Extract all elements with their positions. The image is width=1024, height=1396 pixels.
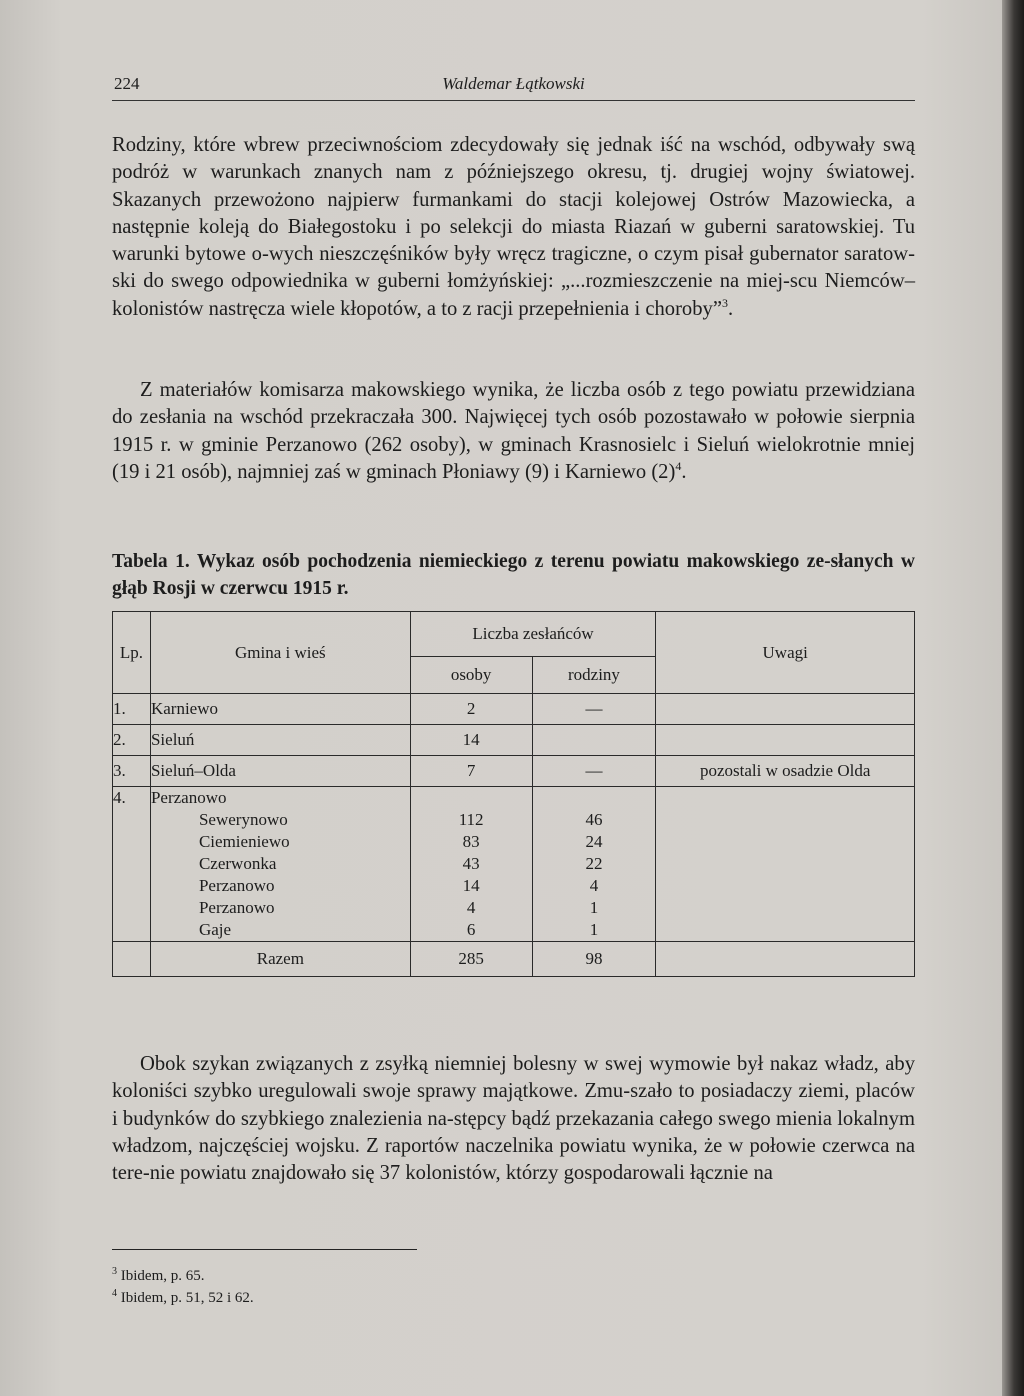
- table-caption: Tabela 1. Wykaz osób pochodzenia niemieckiego z terenu powiatu makowskiego ze-słanych w głąb Rosji w czerwcu 1915 r.: [112, 551, 915, 599]
- footnote-divider: [112, 1249, 417, 1250]
- page-number: 224: [114, 74, 140, 93]
- total-label: Razem: [150, 942, 410, 977]
- running-head-author: Waldemar Łątkowski: [442, 74, 585, 93]
- village-name: Ciemieniewo: [198, 832, 290, 851]
- cell-gmina: [150, 787, 410, 942]
- village-rodziny: 1: [589, 898, 599, 917]
- group-lp: 4.: [113, 788, 126, 807]
- cell-lp: 3.: [113, 756, 151, 787]
- cell-rodziny: [532, 725, 656, 756]
- cell-rodziny: [532, 787, 656, 942]
- village-osoby: 6: [466, 920, 476, 939]
- book-binding-edge: [1002, 0, 1024, 1396]
- cell-rodziny: —: [532, 756, 656, 787]
- running-header: [112, 74, 915, 101]
- village-rodziny: 24: [585, 832, 603, 851]
- paragraph-3: Obok szykan związanych z zsyłką niemniej bolesny w swej wymowie był nakaz władz, aby koloniści szybko uregulowali swoje sprawy majątkowe. Zmu-szało to posiadaczy ziemi, placów i budynków do szybkiego znalezienia na-stępcy bądź przekazania całego swego mienia lokalnym władzom, najczęściej wojsku. Z raportów naczelnika powiatu wynika, że w połowie czerwca na tere-nie powiatu znajdowało się 37 kolonistów, którzy gospodarowali łącznie na: [112, 1053, 915, 1185]
- header-uwagi: Uwagi: [656, 612, 915, 694]
- cell-gmina: Karniewo: [150, 694, 410, 725]
- table-row-total: [113, 942, 915, 977]
- table-row: [113, 756, 915, 787]
- village-osoby: 83: [462, 832, 480, 851]
- village-name: Perzanowo: [198, 898, 275, 917]
- village-osoby: 43: [462, 854, 480, 873]
- cell-gmina: Sieluń–Olda: [150, 756, 410, 787]
- footnote-ref-4: 4: [675, 459, 682, 474]
- village-name: Czerwonka: [198, 854, 277, 873]
- cell-lp: [113, 787, 151, 942]
- cell-uwagi: [656, 787, 915, 942]
- footnote: [112, 1265, 254, 1287]
- header-gmina: Gmina i wieś: [150, 612, 410, 694]
- cell-uwagi: [656, 694, 915, 725]
- cell-rodziny: —: [532, 694, 656, 725]
- village-rodziny: 46: [585, 810, 603, 829]
- village-name: Sewerynowo: [198, 810, 288, 829]
- paragraph-1-end: .: [727, 297, 734, 320]
- footnotes: [112, 1265, 254, 1309]
- village-rodziny: 22: [585, 854, 603, 873]
- group-gmina: Perzanowo: [150, 788, 227, 807]
- paragraph-2-end: .: [681, 460, 687, 483]
- village-rodziny: 4: [589, 876, 599, 895]
- footnote: [112, 1287, 254, 1309]
- village-osoby: 4: [466, 898, 476, 917]
- cell-gmina: Sieluń: [150, 725, 410, 756]
- village-name: Gaje: [198, 920, 232, 939]
- paragraph-1-text: Rodziny, które wbrew przeciwnościom zdecydowały się jednak iść na wschód, odbywały swą podróż w warunkach znanych nam z późniejszego okresu, tj. drugiej wojny światowej. Skazanych przewożono najpierw furmankami do stacji kolejowej Ostrów Mazowiecka, a następnie koleją do Białegostoku i po selekcji do miasta Riazań w guberni saratowskiej. Tu warunki bytowe o-wych nieszczęśników były wręcz tragiczne, o czym pisał gubernator saratow-ski do swego odpowiednika w guberni łomżyńskiej: „...rozmieszczenie na miej-scu Niemców–kolonistów nastręcza wiele kłopotów, a to z racji przepełnienia i choroby”: [112, 134, 915, 320]
- header-liczba: Liczba zesłańców: [410, 612, 656, 657]
- cell-osoby: 14: [410, 725, 532, 756]
- cell-lp: [113, 942, 151, 977]
- village-rodziny: 1: [589, 920, 599, 939]
- footnote-number: 3: [112, 1266, 117, 1277]
- header-lp: Lp.: [113, 612, 151, 694]
- footnote-number: 4: [112, 1288, 117, 1299]
- footnote-text: Ibidem, p. 65.: [120, 1268, 205, 1284]
- cell-uwagi: pozostali w osadzie Olda: [656, 756, 915, 787]
- table-row: [113, 725, 915, 756]
- cell-lp: 1.: [113, 694, 151, 725]
- header-osoby: osoby: [410, 657, 532, 694]
- footnote-text: Ibidem, p. 51, 52 i 62.: [120, 1290, 254, 1306]
- village-osoby: 112: [458, 810, 484, 829]
- cell-uwagi: [656, 942, 915, 977]
- table-row: [113, 694, 915, 725]
- table-row-group: [113, 787, 915, 942]
- cell-osoby: 7: [410, 756, 532, 787]
- cell-osoby: [410, 787, 532, 942]
- village-osoby: 14: [462, 876, 480, 895]
- footnote-ref-3: 3: [721, 295, 728, 310]
- total-rodziny: 98: [532, 942, 656, 977]
- paragraph-1: [112, 132, 915, 323]
- header-rodziny: rodziny: [532, 657, 656, 694]
- exiles-table: [112, 611, 915, 977]
- cell-uwagi: [656, 725, 915, 756]
- paragraph-2-text: Z materiałów komisarza makowskiego wynika, że liczba osób z tego powiatu przewidziana do zesłania na wschód przekraczała 300. Najwięcej tych osób pozostawało w połowie sierpnia 1915 r. w gminie Perzanowo (262 osoby), w gminach Krasnosielc i Sieluń wielokrotnie mniej (19 i 21 osób), najmniej zaś w gminach Płoniawy (9) i Karniewo (2): [112, 379, 915, 483]
- cell-osoby: 2: [410, 694, 532, 725]
- total-osoby: 285: [410, 942, 532, 977]
- paragraph-2: [112, 377, 915, 486]
- cell-lp: 2.: [113, 725, 151, 756]
- village-name: Perzanowo: [198, 876, 275, 895]
